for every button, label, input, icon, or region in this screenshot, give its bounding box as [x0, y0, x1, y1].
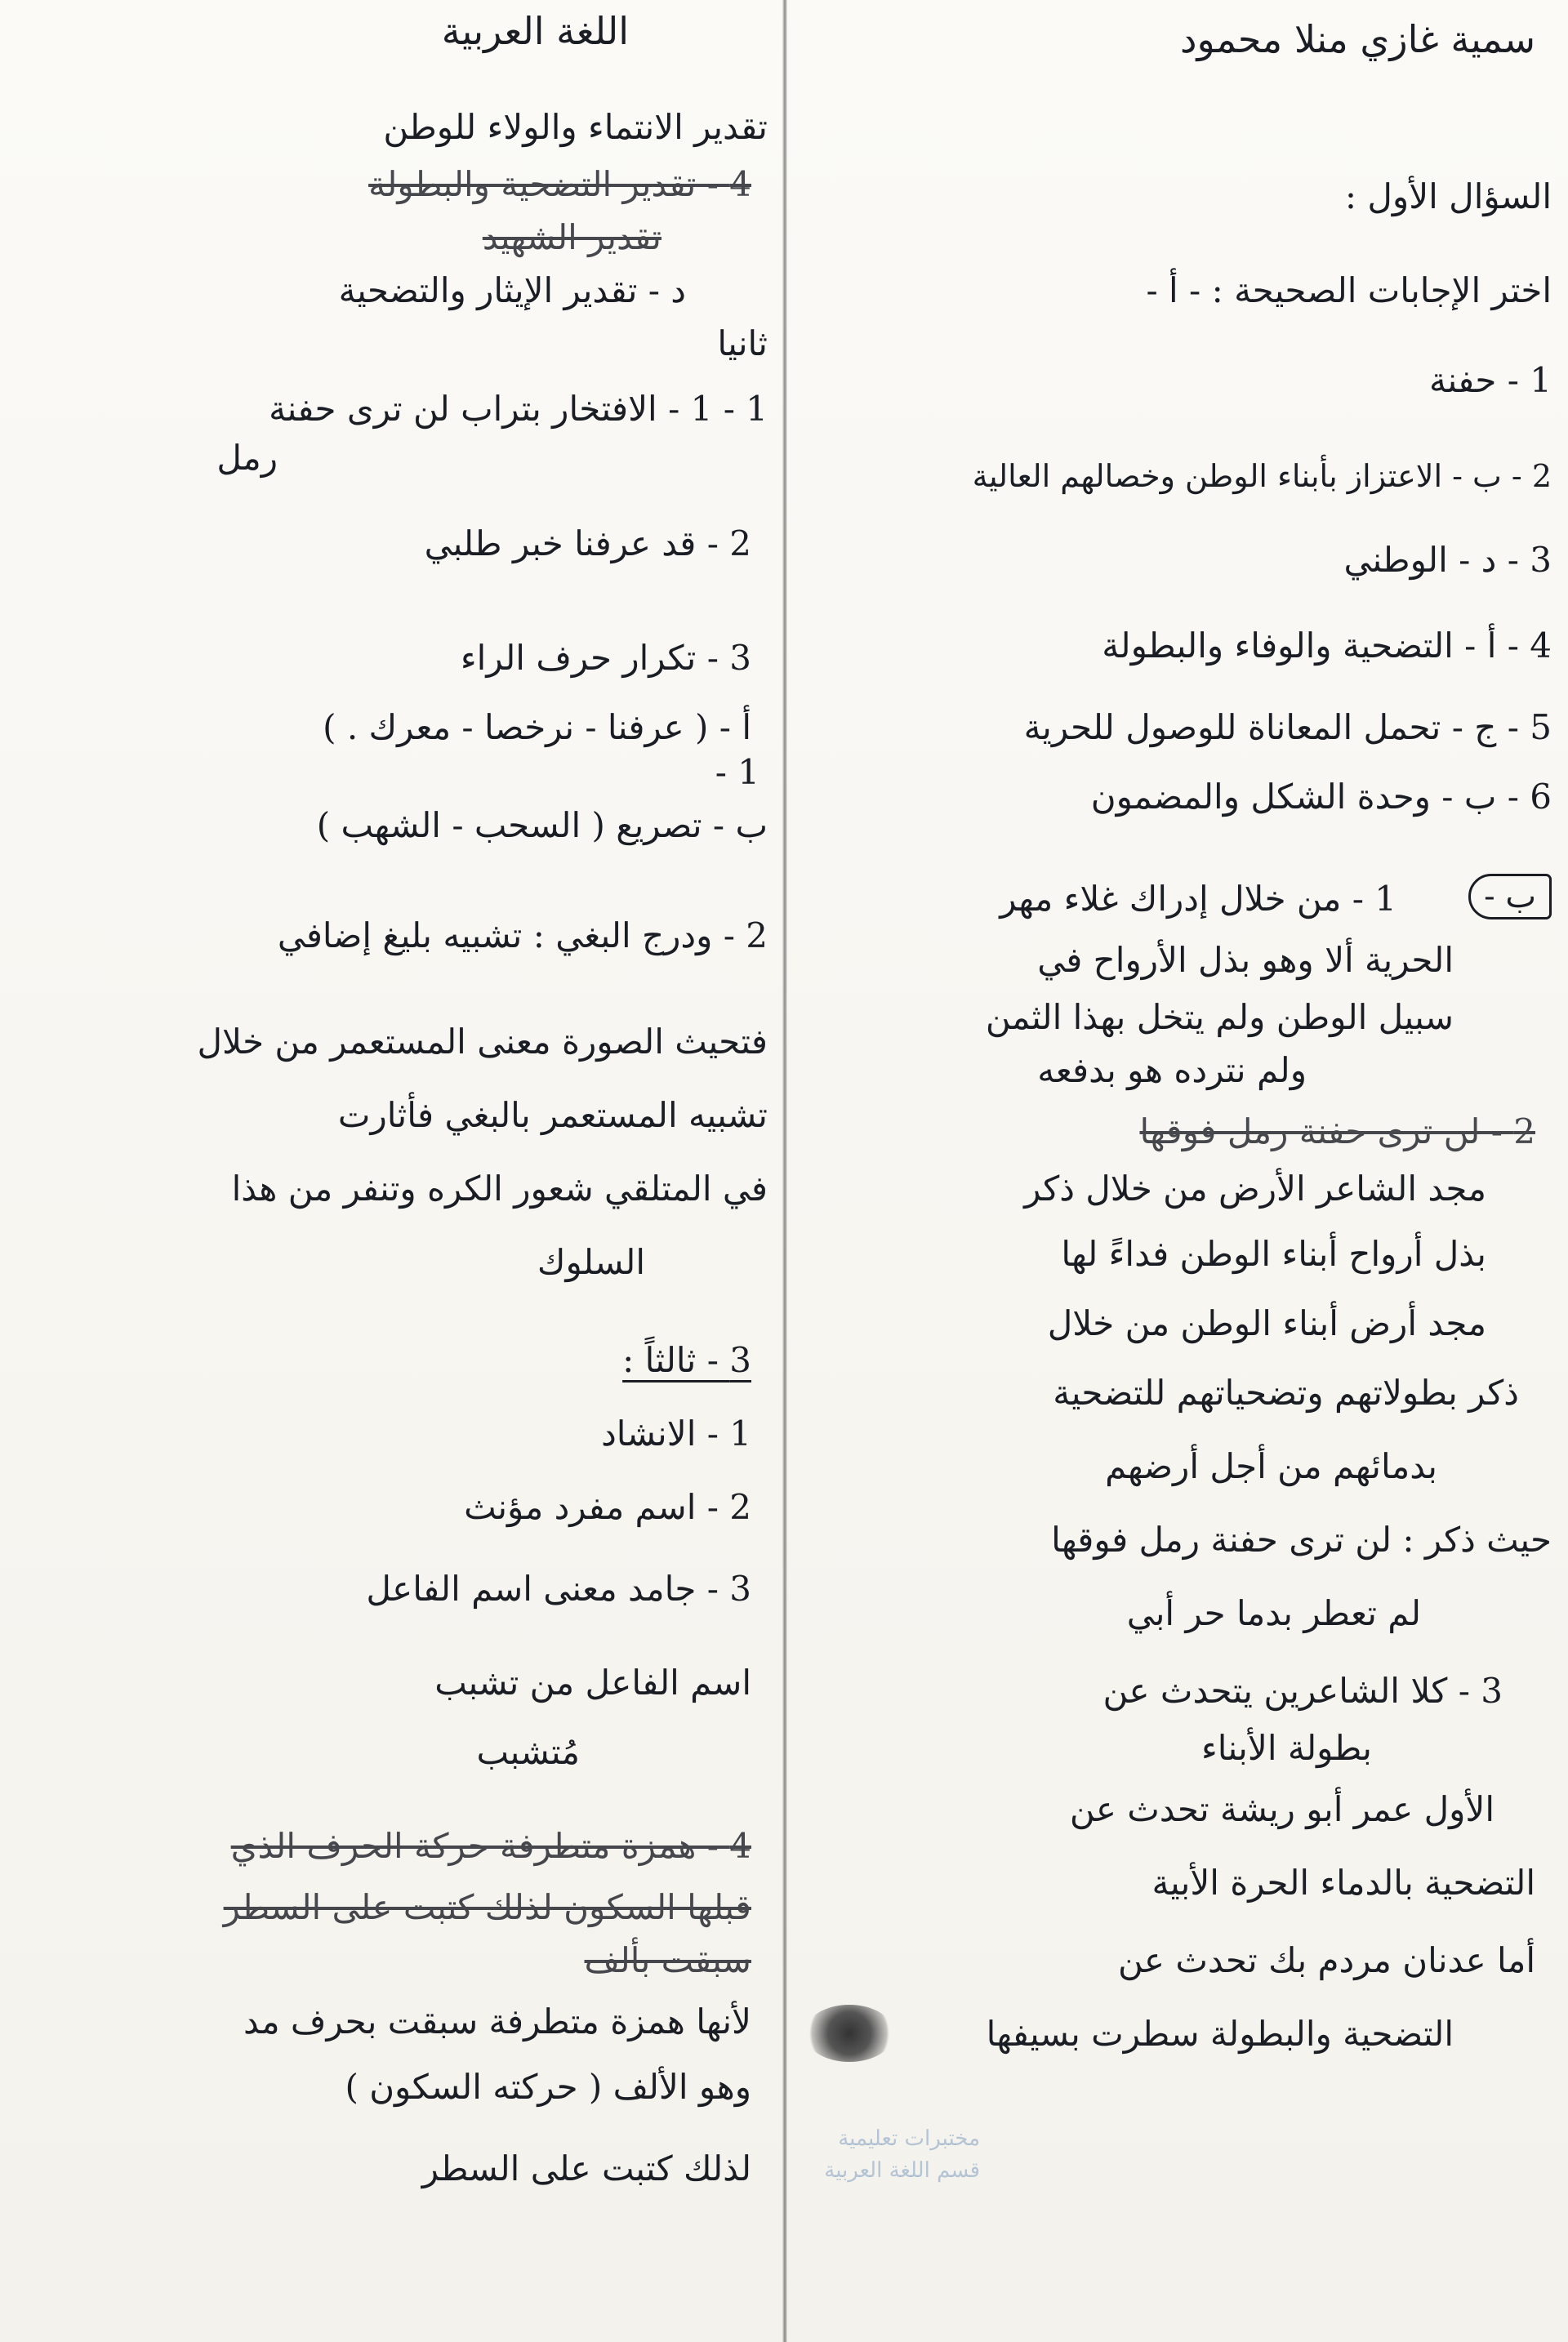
left-line-4: د - تقدير الإيثار والتضحية	[338, 270, 686, 310]
right-line-23: الأول عمر أبو ريشة تحدث عن	[1069, 1789, 1494, 1829]
left-line-28: وهو الألف ( حركته السكون )	[345, 2067, 751, 2107]
stamp-line-1: مختبرات تعليمية	[838, 2126, 980, 2151]
right-line-13: 2 - لن ترى حفنة رمل فوقها	[1139, 1111, 1535, 1151]
left-line-26: سبقت بألف	[584, 1940, 751, 1980]
ink-blot	[804, 2005, 894, 2062]
left-column	[16, 0, 768, 2342]
right-line-8: 6 - ب - وحدة الشكل والمضمون	[1090, 777, 1552, 817]
left-line-2: 4 - تقدير التضحية والبطولة	[368, 164, 751, 204]
left-line-21: 3 - جامد معنى اسم الفاعل	[366, 1569, 751, 1609]
left-line-8: 2 - قد عرفنا خبر طلبي	[424, 523, 751, 563]
left-line-16: في المتلقي شعور الكره وتنفر من هذا	[231, 1169, 768, 1209]
right-line-4: 2 - ب - الاعتزاز بأبناء الوطن وخصالهم العالية	[972, 458, 1552, 494]
left-line-3: تقدير الشهيد	[482, 217, 662, 257]
left-line-22: اسم الفاعل من تشبب	[434, 1663, 751, 1703]
left-line-9: 3 - تكرار حرف الراء	[460, 638, 751, 678]
right-column	[804, 0, 1552, 2342]
right-line-6: 4 - أ - التضحية والوفاء والبطولة	[1102, 626, 1552, 666]
left-line-23: مُتشبب	[476, 1732, 580, 1772]
left-line-5: ثانيا	[717, 323, 768, 363]
left-line-12: ب - تصريع ( السحب - الشهب )	[316, 805, 768, 845]
right-line-18: بدمائهم من أجل أرضهم	[1105, 1446, 1437, 1486]
left-line-6: 1 - 1 - الافتخار بتراب لن ترى حفنة	[269, 389, 768, 429]
left-line-14: فتحيث الصورة معنى المستعمر من خلال	[197, 1022, 768, 1062]
student-name: سمية غازي منلا محمود	[1180, 17, 1535, 61]
left-line-13: 2 - ودرج البغي : تشبيه بليغ إضافي	[277, 915, 768, 955]
left-line-18: 3 - ثالثاً :	[622, 1340, 751, 1380]
right-line-17: ذكر بطولاتهم وتضحياتهم للتضحية	[1053, 1373, 1519, 1413]
left-line-7: رمل	[216, 438, 278, 478]
left-line-20: 2 - اسم مفرد مؤنث	[464, 1487, 751, 1527]
right-line-11: سبيل الوطن ولم يتخل بهذا الثمن	[985, 997, 1454, 1037]
subject-title: اللغة العربية	[441, 9, 629, 53]
right-line-7: 5 - ج - تحمل المعاناة للوصول للحرية	[1023, 707, 1552, 747]
right-line-26: التضحية والبطولة سطرت بسيفها	[986, 2014, 1454, 2054]
right-line-5: 3 - د - الوطني	[1343, 540, 1552, 580]
right-line-10: الحرية ألا وهو بذل الأرواح في	[1037, 940, 1454, 980]
left-line-25: قبلها السكون لذلك كتبت على السطر	[223, 1887, 751, 1927]
right-line-14: مجد الشاعر الأرض من خلال ذكر	[1024, 1169, 1486, 1209]
left-line-24: 4 - همزة متطرفة حركة الحرف الذي	[230, 1826, 751, 1866]
right-line-16: مجد أرض أبناء الوطن من خلال	[1047, 1303, 1486, 1343]
left-line-19: 1 - الانشاد	[601, 1414, 751, 1454]
left-line-15: تشبيه المستعمر بالبغي فأثارت	[337, 1095, 768, 1135]
right-line-12: ولم نترده هو بدفعه	[1037, 1050, 1307, 1090]
right-line-24: التضحية بالدماء الحرة الأبية	[1152, 1863, 1535, 1903]
left-line-1: تقدير الانتماء والولاء للوطن	[383, 107, 768, 147]
right-line-21: 3 - كلا الشاعرين يتحدث عن	[1102, 1671, 1503, 1711]
right-line-20: لم تعطر بدما حر أبي	[1126, 1593, 1421, 1633]
right-line-2: اختر الإجابات الصحيحة : - أ -	[1146, 270, 1552, 310]
right-line-3: 1 - حفنة	[1428, 360, 1552, 400]
left-line-11: 1 -	[715, 752, 760, 792]
left-line-29: لذلك كتبت على السطر	[421, 2148, 751, 2188]
faded-stamp	[719, 2123, 980, 2286]
left-line-10: أ - ( عرفنا - نرخصا - معرك . )	[323, 707, 751, 747]
left-line-17: السلوك	[537, 1242, 645, 1282]
right-line-15: بذل أرواح أبناء الوطن فداءً لها	[1061, 1234, 1486, 1274]
right-line-22: بطولة الأبناء	[1200, 1728, 1372, 1768]
right-line-19: حيث ذكر : لن ترى حفنة رمل فوقها	[1051, 1520, 1552, 1560]
section-b-marker: ب -	[1468, 874, 1552, 919]
stamp-line-2: قسم اللغة العربية	[824, 2158, 980, 2183]
left-line-27: لأنها همزة متطرفة سبقت بحرف مد	[243, 2001, 751, 2041]
right-line-9: 1 - من خلال إدراك غلاء مهر	[1000, 879, 1396, 919]
right-line-25: أما عدنان مردم بك تحدث عن	[1117, 1940, 1535, 1980]
right-line-1: السؤال الأول :	[1344, 176, 1552, 216]
column-divider	[782, 0, 787, 2342]
